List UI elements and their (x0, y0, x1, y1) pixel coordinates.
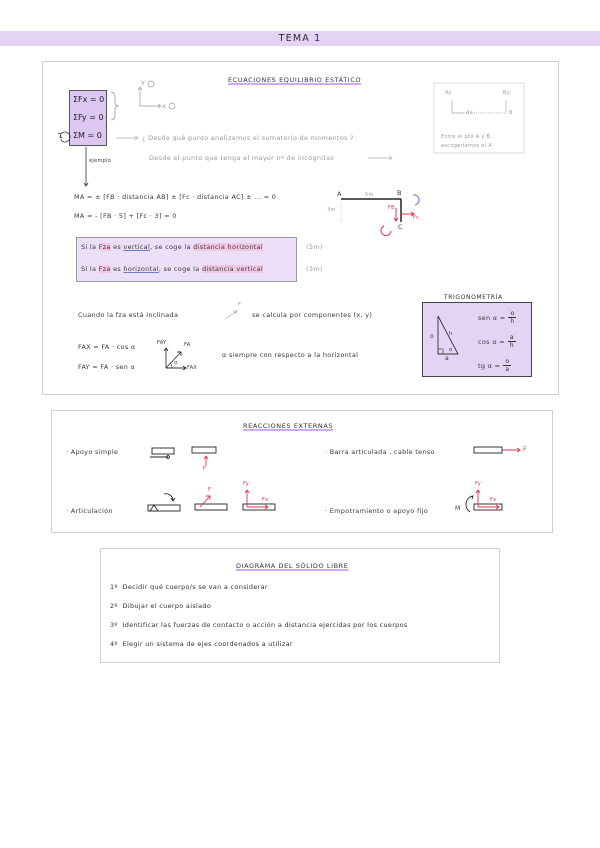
fixed-force-fx: Fx (490, 497, 497, 503)
sum-fy: ΣFy = 0 (73, 113, 104, 122)
side-label-ay: Ay (445, 90, 452, 96)
side-label-by: By (503, 90, 510, 96)
sum-fx: ΣFx = 0 (73, 95, 105, 104)
components-text: se calcula por componentes (x, y) (252, 311, 373, 319)
beam-length-ab: 5m (365, 192, 374, 198)
trig-label-o: o (430, 333, 434, 340)
side-note-line2: escogeríamos el A (441, 143, 492, 149)
vec-label-fax: FAX (187, 365, 198, 371)
vec-label-fa: FA (184, 342, 191, 348)
step-3: 3º Identificar las fuerzas de contacto o acción a distancia ejercidas por los cuerpos (110, 621, 408, 629)
hinge-reaction-1 (195, 496, 227, 510)
inclined-f-label: F (238, 302, 242, 308)
side-label-b: B (509, 110, 513, 116)
beam-label-a: A (337, 190, 342, 198)
question-text: ¿ Desde qué punto analizamos el sumatorio de momentos ? (142, 134, 354, 142)
reaction-simple-support: · Apoyo simple (66, 448, 119, 456)
example-label: ejemplo (89, 158, 112, 164)
trig-formula-cos: cos α = $\frac{a}{h}$ (478, 334, 514, 349)
hinge-reaction-2 (243, 490, 275, 510)
beam-label-c: C (398, 223, 403, 231)
sum-m: ΣM = 0 (73, 131, 102, 140)
beam-force-fb: FB (388, 205, 395, 211)
trig-label-alpha: α (449, 347, 453, 353)
trig-formula-sen: sen α = $\frac{o}{h}$ (478, 310, 515, 325)
reaction-hinge: · Articulación (66, 507, 113, 515)
hinge-force-fx: Fx (262, 497, 269, 503)
note-vertical: Si la Fza es vertical, se coge la distancia horizontal (81, 243, 263, 251)
step-1: 1º Decidir qué cuerpo/s se van a considerar (110, 583, 268, 591)
fixed-support-reaction (466, 490, 502, 512)
answer-text: Desde el punto que tenga el mayor nº de incógnitas (149, 154, 335, 162)
cable-reaction (474, 447, 520, 453)
vec-label-alpha: α (174, 360, 178, 366)
step-2: 2º Dibujar el cuerpo aislado (110, 602, 212, 610)
hinge-icon (148, 494, 180, 511)
fax-formula: FAX = FA · cos α (78, 343, 136, 351)
page-title: TEMA 1 (278, 33, 322, 44)
svg-text:+: + (58, 135, 64, 142)
reaction-fixed: · Empotramiento o apoyo fijo (325, 507, 429, 515)
side-note-line1: Entre el pto A y B, (441, 134, 493, 140)
moment-equation-1: MA = ± [FB · distancia AB] ± [Fc · distancia AC] ± ... = 0 (74, 193, 277, 201)
reactions-title: REACCIONES EXTERNAS (243, 422, 334, 430)
cable-force: F (523, 446, 527, 453)
beam-label-b: B (397, 189, 402, 197)
fay-formula: FAY = FA · sen α (78, 363, 136, 371)
inclined-text: Cuando la fza está inclinada (78, 311, 179, 319)
simple-support-icon (150, 448, 174, 458)
axis-y-label: y (141, 78, 146, 86)
trig-label-h: h (449, 331, 453, 337)
trig-formula-tg: tg α = $\frac{o}{a}$ (478, 358, 510, 373)
beam-force-fc: Fc (413, 215, 420, 221)
fixed-moment-m: M (455, 505, 461, 512)
moment-equation-2: MA = - [FB · 5] + [Fc · 3] = 0 (74, 212, 177, 220)
always-horizontal-text: α siempre con respecto a la horizontal (222, 351, 359, 359)
hinge-force-f: F (208, 487, 212, 493)
simple-support-force: F (203, 466, 207, 472)
trig-label-a: a (445, 355, 449, 362)
note-horizontal-example: (3m) (306, 265, 323, 273)
note-horizontal: Si la Fza es horizontal, se coge la distancia vertical (81, 265, 263, 273)
free-body-title: DIAGRAMA DEL SÓLIDO LIBRE (236, 562, 349, 570)
axis-x-label: x (162, 102, 167, 110)
equilibrium-title: ECUACIONES EQUILIBRIO ESTÁTICO (228, 76, 362, 84)
hinge-force-fy: Fy (243, 481, 249, 487)
trig-title: TRIGONOMETRÍA (444, 294, 503, 301)
step-4: 4º Elegir un sistema de ejes coordenados a utilizar (110, 640, 293, 648)
vec-label-fay: FAY (157, 340, 167, 346)
side-label-ax: Ax (466, 110, 473, 116)
fixed-force-fy: Fy (475, 481, 481, 487)
reaction-articulated-bar: · Barra articulada , cable tenso (325, 448, 435, 456)
beam-length-ac: 3m (327, 207, 336, 213)
note-vertical-example: (5m) (306, 243, 323, 251)
simple-support-reaction (192, 447, 216, 466)
